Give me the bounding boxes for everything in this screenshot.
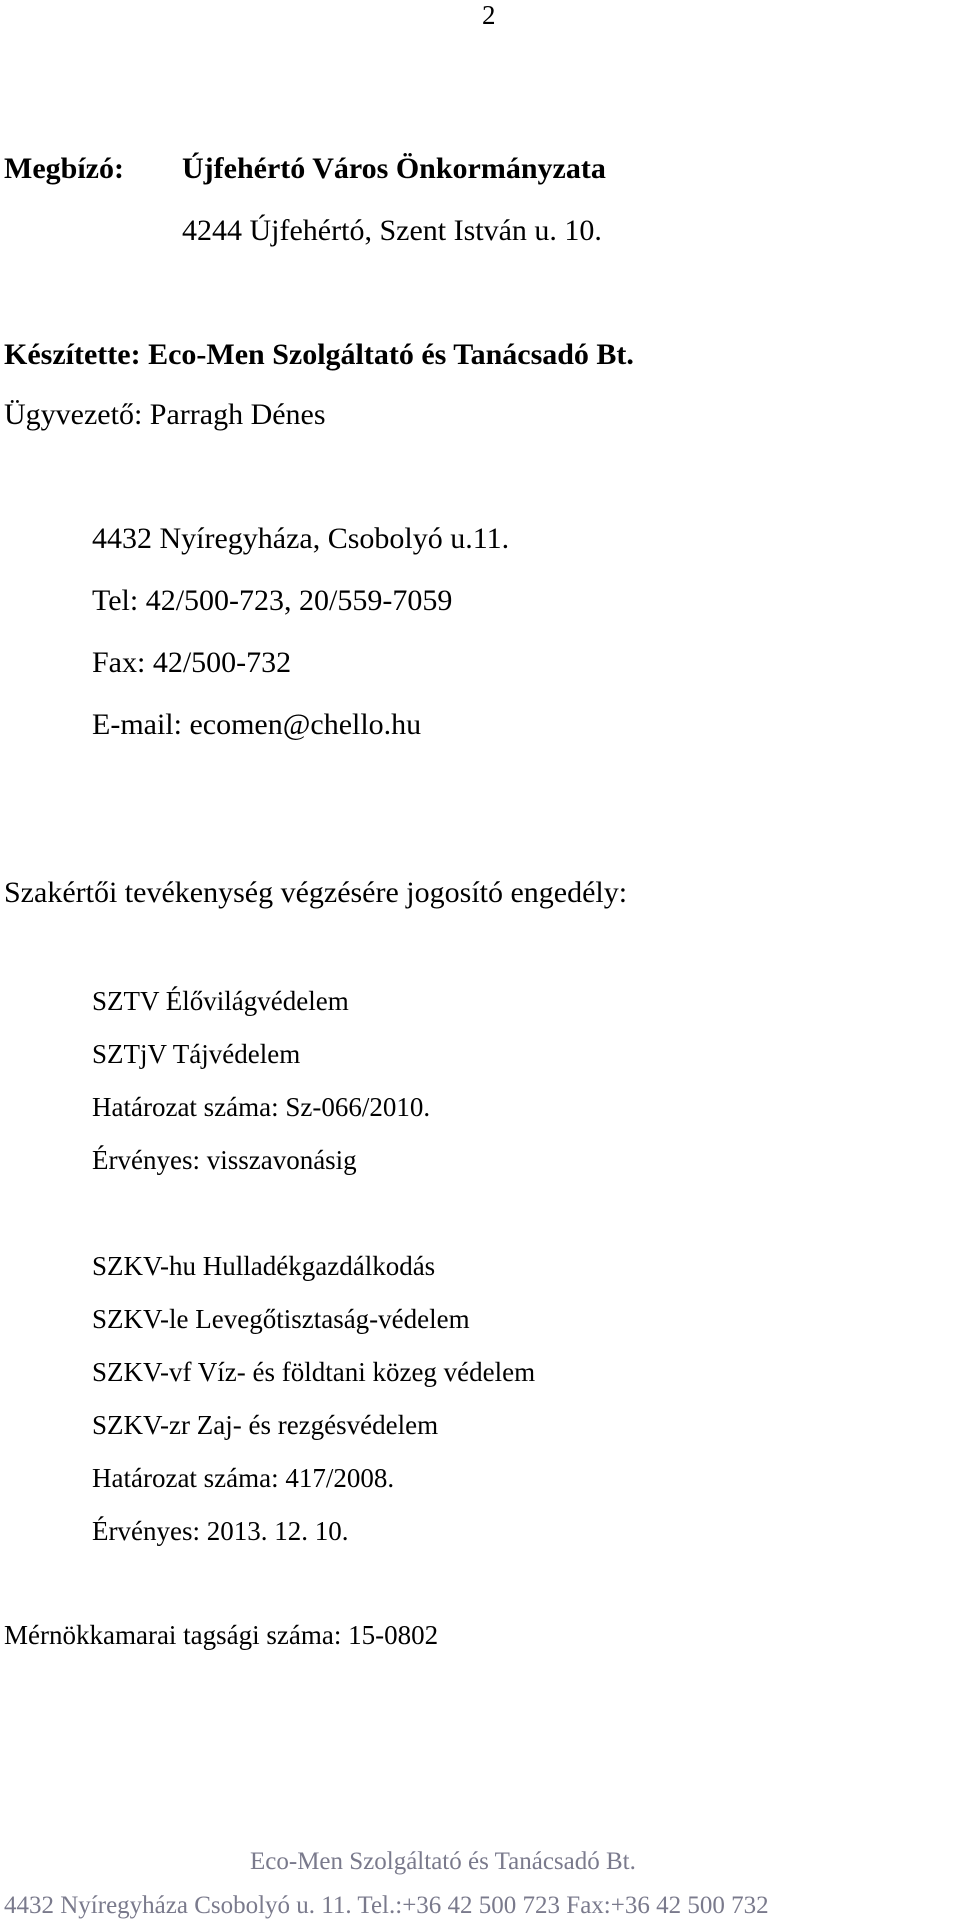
- license-item: SZKV-hu Hulladékgazdálkodás: [92, 1251, 436, 1281]
- license-item: SZTjV Tájvédelem: [92, 1039, 301, 1069]
- page-number: 2: [482, 0, 496, 30]
- license-item: SZKV-vf Víz- és földtani közeg védelem: [92, 1357, 536, 1387]
- manager-name: Ügyvezető: Parragh Dénes: [4, 398, 326, 431]
- license-item: SZKV-zr Zaj- és rezgésvédelem: [92, 1410, 439, 1440]
- company-address: 4432 Nyíregyháza, Csobolyó u.11.: [92, 522, 510, 555]
- license-heading: Szakértői tevékenység végzésére jogosító engedély:: [4, 876, 628, 909]
- footer-company: Eco-Men Szolgáltató és Tanácsadó Bt.: [250, 1848, 636, 1875]
- prepared-by-company: Eco-Men Szolgáltató és Tanácsadó Bt.: [148, 338, 634, 371]
- prepared-by-label-line: [4, 340, 634, 370]
- license-item: SZTV Élővilágvédelem: [92, 986, 349, 1016]
- license-item: Érvényes: 2013. 12. 10.: [92, 1516, 349, 1546]
- footer-contact: 4432 Nyíregyháza Csobolyó u. 11. Tel.:+36 42 500 723 Fax:+36 42 500 732: [4, 1892, 769, 1919]
- company-email: E-mail: ecomen@chello.hu: [92, 708, 422, 741]
- chamber-membership: Mérnökkamarai tagsági száma: 15-0802: [4, 1620, 439, 1650]
- company-fax: Fax: 42/500-732: [92, 646, 292, 679]
- license-item: SZKV-le Levegőtisztaság-védelem: [92, 1304, 470, 1334]
- license-item: Határozat száma: 417/2008.: [92, 1463, 395, 1493]
- client-label: Megbízó:: [4, 152, 124, 185]
- license-item: Határozat száma: Sz-066/2010.: [92, 1092, 431, 1122]
- client-name: Újfehértó Város Önkormányzata: [182, 152, 606, 185]
- company-tel: Tel: 42/500-723, 20/559-7059: [92, 584, 453, 617]
- prepared-by-label: Készítette:: [4, 338, 141, 371]
- license-item: Érvényes: visszavonásig: [92, 1145, 357, 1175]
- client-address: 4244 Újfehértó, Szent István u. 10.: [182, 214, 602, 247]
